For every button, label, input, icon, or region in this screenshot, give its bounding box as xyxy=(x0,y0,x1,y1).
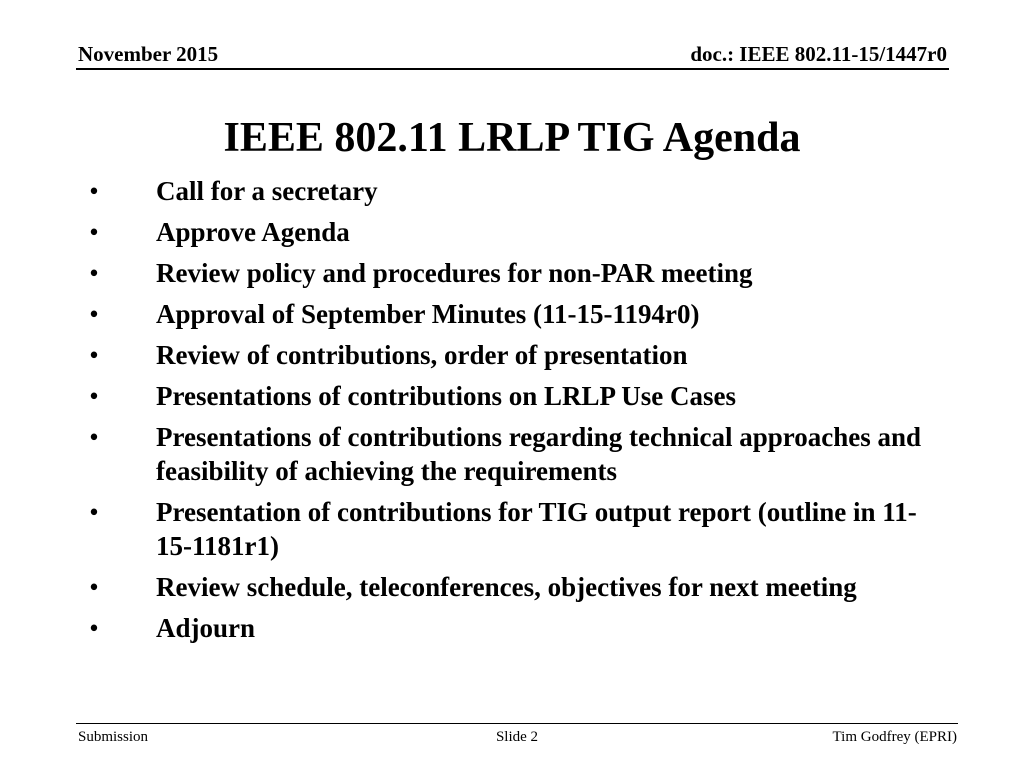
agenda-item xyxy=(84,420,944,488)
agenda-item-text: Review schedule, teleconferences, objectives for next meeting xyxy=(156,572,857,602)
agenda-item xyxy=(84,174,944,208)
footer-author: Tim Godfrey (EPRI) xyxy=(832,729,957,745)
header-divider xyxy=(76,68,949,70)
agenda-item xyxy=(84,338,944,372)
bullet-icon: • xyxy=(89,217,99,247)
agenda-item xyxy=(84,297,944,331)
agenda-item-text: Approve Agenda xyxy=(156,217,350,247)
footer-submission: Submission xyxy=(78,729,149,745)
header-doc-id: doc.: IEEE 802.11-15/1447r0 xyxy=(690,42,947,66)
slide-title: IEEE 802.11 LRLP TIG Agenda xyxy=(223,115,801,161)
bullet-icon: • xyxy=(89,176,99,206)
agenda-item xyxy=(84,611,944,645)
agenda-list xyxy=(84,174,944,652)
agenda-item xyxy=(84,495,944,563)
bullet-icon: • xyxy=(89,381,99,411)
bullet-icon: • xyxy=(89,613,99,643)
agenda-item-text: Presentation of contributions for TIG output report (outline in 11-15-1181r1) xyxy=(156,497,917,561)
footer-divider xyxy=(76,723,958,724)
agenda-item xyxy=(84,379,944,413)
bullet-icon: • xyxy=(89,422,99,452)
bullet-icon: • xyxy=(89,258,99,288)
bullet-icon: • xyxy=(89,497,99,527)
agenda-item-text: Presentations of contributions on LRLP Use Cases xyxy=(156,381,737,411)
agenda-item xyxy=(84,215,944,249)
bullet-icon: • xyxy=(89,299,99,329)
agenda-item-text: Review of contributions, order of presentation xyxy=(156,340,688,370)
agenda-item-text: Review policy and procedures for non-PAR meeting xyxy=(156,258,753,288)
header-date: November 2015 xyxy=(78,42,219,66)
footer-slide-number: Slide 2 xyxy=(495,729,539,745)
bullet-icon: • xyxy=(89,340,99,370)
agenda-item-text: Presentations of contributions regarding technical approaches and feasibility of achieving the requirements xyxy=(156,422,922,486)
agenda-item-text: Adjourn xyxy=(156,613,256,643)
agenda-item-text: Approval of September Minutes (11-15-1194r0) xyxy=(156,299,700,329)
agenda-item xyxy=(84,256,944,290)
bullet-icon: • xyxy=(89,572,99,602)
agenda-item-text: Call for a secretary xyxy=(156,176,378,206)
agenda-item xyxy=(84,570,944,604)
